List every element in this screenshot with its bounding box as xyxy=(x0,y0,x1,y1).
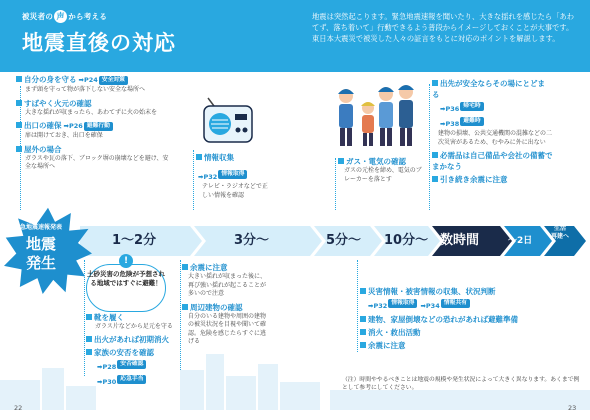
item-aftershock-right: 余震に注意 xyxy=(360,340,580,351)
item-exit: 出口の確保 ➡P26 避難行動 xyxy=(16,120,176,132)
item-aftershock-mid: 余震に注意 xyxy=(182,262,266,273)
item-evacuation-prep: 建物、家屋倒壊などの恐れがあれば避難準備 xyxy=(360,314,580,325)
timeline-stage-1: 1〜2分 xyxy=(112,233,157,248)
lower-right-list: 災害情報・被害情報の収集、状況判断 ➡P32 情報取得 ➡P34 情報共有 建物、家屋倒壊などの恐れがあれば避難準備 消火・救出活動 余震に注意 xyxy=(360,286,580,351)
timeline-end-label: 生活 再建へ xyxy=(551,225,570,240)
item-fire-check: すばやく火元の確認 xyxy=(16,98,176,109)
dotted-connector xyxy=(357,260,358,352)
item-desc: 大きな揺れが収まったら、あわてずに火の始末を xyxy=(25,108,158,116)
item-shoes: 靴を履く xyxy=(86,312,186,323)
item-disaster-info: 災害情報・被害情報の収集、状況判断 xyxy=(360,286,580,297)
square-bullet-icon xyxy=(432,80,438,86)
col1-list xyxy=(16,74,176,172)
item-initial-fire: 出火があれば初期消火 xyxy=(86,334,186,345)
tag-info: 情報取得 xyxy=(218,170,247,179)
timeline-stage-4: 10分〜 xyxy=(384,233,429,248)
item-info-gather: 情報収集 xyxy=(196,152,272,163)
exclamation-icon: ! xyxy=(119,254,133,268)
col3-block xyxy=(338,156,422,184)
item-desc: ガスの元栓を締め、電気のブレーカーを落とす xyxy=(344,167,422,183)
timeline-stage-5: 数時間 xyxy=(440,233,480,248)
square-bullet-icon xyxy=(360,316,366,322)
city-skyline-illustration xyxy=(0,340,590,410)
burst-caption: 緊急地震速報発表 xyxy=(14,224,63,231)
dotted-connector xyxy=(20,86,21,210)
item-desc: 建物の損壊、公共交通機関の混雑などの二次災害があるため、むやみに外に出ない xyxy=(438,130,553,146)
square-bullet-icon xyxy=(16,146,22,152)
square-bullet-icon xyxy=(182,304,188,310)
item-gas-electric: ガス・電気の確認 xyxy=(338,156,422,167)
dotted-connector xyxy=(193,150,194,210)
header-subtitle: 被災者の 声 から考える xyxy=(22,12,108,21)
item-aftershock: 引き続き余震に注意 xyxy=(432,174,582,185)
item-desc: まず頭を守って物が落下しない安全な場所へ xyxy=(25,86,146,93)
square-bullet-icon xyxy=(86,314,92,320)
intro-text: 地震は突然起こります。緊急地震速報を聞いたり、大きな揺れを感じたら「あわてず、落ち着いて」行動できるよう普段からイメージしておくことが大事です。東日本大震災で被災した人々の証言をもとに対応のポイントを解説します。 xyxy=(312,12,575,44)
page-number-left: 22 xyxy=(14,404,23,412)
lower-left-list: 靴を履く ガラス片などから足元を守る 出火があれば初期消火 家族の安否を確認 ➡P28 安否確認 ➡P30 応急手当 xyxy=(86,312,186,388)
item-desc: 自分のいる建物や周囲の建物の被災状況を目視や聞いて確認。危険を感じたらすぐに逃げる xyxy=(188,312,267,345)
burst-title-2: 発生 xyxy=(26,254,57,272)
item-outdoor: 屋外の場合 xyxy=(16,144,176,155)
koe-badge: 声 xyxy=(54,10,67,23)
item-desc: ガラス片などから足元を守る xyxy=(95,323,173,330)
item-rescue: 消火・救出活動 xyxy=(360,327,580,338)
page-title: 地震直後の対応 xyxy=(22,31,176,55)
item-desc: テレビ・ラジオなどで正しい情報を確認 xyxy=(202,183,268,199)
item-family-safety: 家族の安否を確認 xyxy=(86,347,186,358)
footnote: （注）時間ややるべきことは地震の規模や発生状況によって大きく異なります。あくまで例として参考にしてください。 xyxy=(342,377,580,392)
item-supplies: 必需品は自己備品や会社の備蓄でまかなう xyxy=(432,151,553,171)
burst-title-1: 地震 xyxy=(26,235,57,253)
item-stay-put: 出先が安全ならその場にとどまる xyxy=(432,79,545,99)
item-desc: 扉は開けておき、出口を確保 xyxy=(25,132,103,139)
square-bullet-icon xyxy=(16,76,22,82)
radio-icon xyxy=(200,96,256,148)
square-bullet-icon xyxy=(360,329,366,335)
square-bullet-icon xyxy=(432,176,438,182)
item-protect-self: 自分の身を守る ➡P24 安全対策 xyxy=(16,74,176,86)
square-bullet-icon xyxy=(338,158,344,164)
square-bullet-icon xyxy=(196,154,202,160)
square-bullet-icon xyxy=(16,100,22,106)
evacuating-family-illustration xyxy=(328,78,420,158)
timeline-stage-6: 〜2日 xyxy=(508,236,533,246)
col4-list: 出先が安全ならその場にとどまる ➡P36 帰宅時 ➡P38 避難時 建物の損壊、公共交通機関の混雑などの二次災害があるため、むやみに外に出ない 必需品は自己備品や会社の備蓄でまかなう 引き続き余震に注意 xyxy=(432,78,582,185)
item-building-check: 周辺建物の確認 xyxy=(182,302,266,313)
col2-block: 情報収集 ➡P32 情報取得 テレビ・ラジオなどで正しい情報を確認 xyxy=(196,152,272,200)
timeline-stage-2: 3分〜 xyxy=(234,233,270,248)
dotted-connector xyxy=(335,158,336,210)
item-desc: ガラスや瓦の落下、ブロック塀の崩壊などを避け、安全な場所へ xyxy=(25,154,169,170)
landslide-callout: 土砂災害の危険が予想される地域ではすぐに避難！ xyxy=(86,264,166,312)
square-bullet-icon xyxy=(182,264,188,270)
square-bullet-icon xyxy=(360,288,366,294)
square-bullet-icon xyxy=(432,152,438,158)
square-bullet-icon xyxy=(16,122,22,128)
item-desc: 大きい揺れが収まった後に、再び強い揺れが起こることが多いので注意 xyxy=(188,273,267,297)
page-number-right: 23 xyxy=(568,404,577,412)
timeline-stage-3: 5分〜 xyxy=(326,233,362,248)
lower-mid-list xyxy=(182,262,266,347)
dotted-connector xyxy=(429,84,430,210)
